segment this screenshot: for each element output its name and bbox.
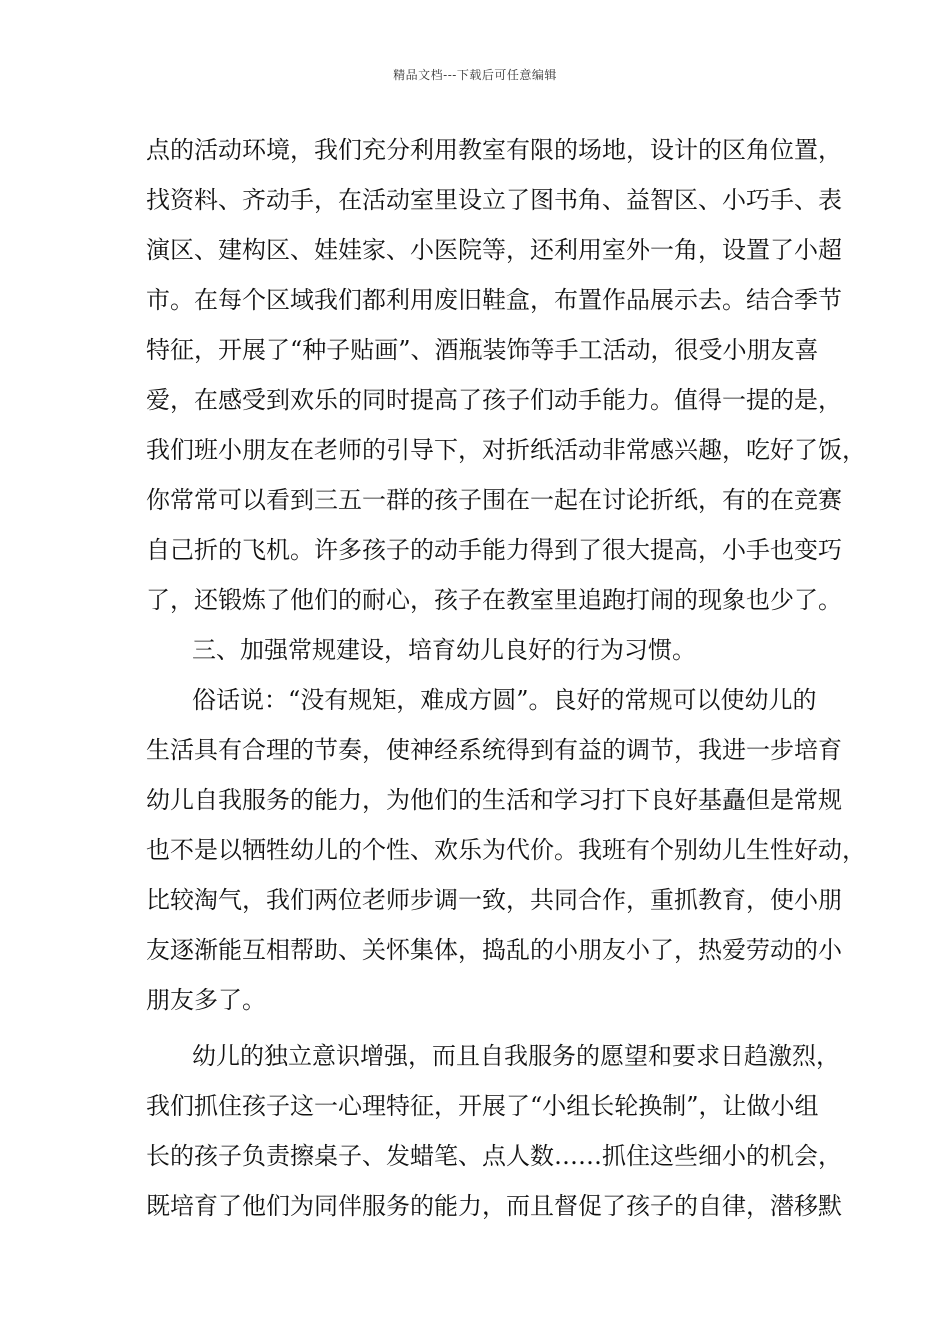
text-line: 爱，在感受到欢乐的同时提高了孩子们动手能力。值得一提的是， — [146, 386, 842, 414]
paragraph-activity-areas — [146, 130, 866, 630]
text-line: 朋友多了。 — [146, 986, 266, 1014]
paragraph-rules — [146, 680, 866, 1030]
text-line: 也不是以牺牲幼儿的个性、欢乐为代价。我班有个别幼儿生性好动， — [146, 836, 866, 864]
text-line: 生活具有合理的节奏，使神经系统得到有益的调节，我进一步培育 — [146, 736, 842, 764]
text-line: 市。在每个区域我们都利用废旧鞋盒，布置作品展示去。结合季节 — [146, 286, 842, 314]
text-line: 幼儿自我服务的能力，为他们的生活和学习打下良好基矗但是常规 — [146, 786, 842, 814]
text-line: 你常常可以看到三五一群的孩子围在一起在讨论折纸，有的在竞赛 — [146, 486, 842, 514]
text-line: 找资料、齐动手，在活动室里设立了图书角、益智区、小巧手、表 — [146, 186, 842, 214]
text-line: 了，还锻炼了他们的耐心，孩子在教室里追跑打闹的现象也少了。 — [146, 586, 842, 614]
text-line: 幼儿的独立意识增强，而且自我服务的愿望和要求日趋激烈， — [192, 1042, 840, 1070]
text-line: 俗话说：“没有规矩，难成方圆”。良好的常规可以使幼儿的 — [192, 686, 817, 714]
text-line: 特征，开展了“种子贴画”、酒瓶装饰等手工活动，很受小朋友喜 — [146, 336, 819, 364]
text-line: 我们班小朋友在老师的引导下，对折纸活动非常感兴趣，吃好了饭， — [146, 436, 866, 464]
document-body — [146, 130, 866, 1236]
text-line: 既培育了他们为同伴服务的能力，而且督促了孩子的自律，潜移默 — [146, 1192, 842, 1220]
text-line: 自己折的飞机。许多孩子的动手能力得到了很大提高，小手也变巧 — [146, 536, 842, 564]
text-line: 长的孩子负责擦桌子、发蜡笔、点人数……抓住这些细小的机会， — [146, 1142, 842, 1170]
text-line: 我们抓住孩子这一心理特征，开展了“小组长轮换制”，让做小组 — [146, 1092, 819, 1120]
text-line: 演区、建构区、娃娃家、小医院等，还利用室外一角，设置了小超 — [146, 236, 842, 264]
text-line: 比较淘气，我们两位老师步调一致，共同合作，重抓教育，使小朋 — [146, 886, 842, 914]
section-heading: 三、加强常规建设，培育幼儿良好的行为习惯。 — [192, 636, 696, 664]
text-line: 点的活动环境，我们充分利用教室有限的场地，设计的区角位置， — [146, 136, 842, 164]
section-heading-routine — [146, 630, 826, 680]
paragraph-independence — [146, 1036, 842, 1236]
page-header: 精品文档---下载后可任意编辑 — [393, 68, 557, 82]
text-line: 友逐渐能互相帮助、关怀集体，捣乱的小朋友小了，热爱劳动的小 — [146, 936, 842, 964]
